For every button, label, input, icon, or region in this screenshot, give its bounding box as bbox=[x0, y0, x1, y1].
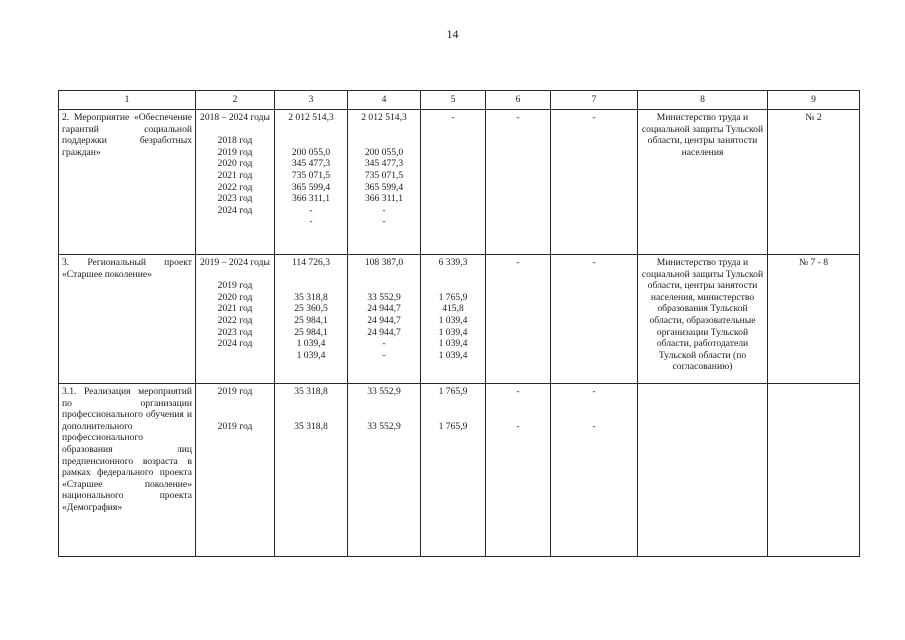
col3-value: 1 039,4 bbox=[296, 338, 326, 350]
year-label: 2020 год bbox=[217, 158, 253, 170]
col3-value: 25 360,5 bbox=[294, 303, 328, 315]
year-label: 2020 год bbox=[217, 291, 253, 303]
page-number: 14 bbox=[446, 27, 459, 41]
col3-value: 25 984,1 bbox=[294, 326, 328, 338]
header-col-3: 3 bbox=[275, 91, 348, 110]
col3-value: 200 055,0 bbox=[291, 146, 331, 158]
col4-value: 365 599,4 bbox=[364, 181, 404, 193]
header-col-2: 2 bbox=[196, 91, 275, 110]
ref-cell: № 2 bbox=[768, 110, 860, 255]
col7-cell bbox=[551, 384, 638, 557]
table-row bbox=[59, 255, 860, 384]
col4-value: 33 552,9 bbox=[367, 386, 401, 397]
year-label: 2024 год bbox=[217, 338, 253, 350]
col3-value: 366 311,1 bbox=[291, 193, 331, 205]
executor-cell: Министерство труда и социальной защиты Тульской области, центры занятости населения, министерство образования Тульской области, образовательные организации Тульской области, работодатели Тульской области (по согласованию) bbox=[638, 255, 768, 384]
col4-value: 33 552,9 bbox=[367, 420, 401, 432]
executor-cell bbox=[638, 384, 768, 557]
year-label: 2019 год bbox=[217, 386, 253, 397]
year-label: 2024 год bbox=[217, 204, 253, 216]
col4-value: - bbox=[382, 216, 386, 228]
col5-value: 1 765,9 bbox=[438, 386, 468, 397]
col4-total: 108 387,0 bbox=[364, 257, 404, 268]
header-col-7: 7 bbox=[551, 91, 638, 110]
col3-value: 25 984,1 bbox=[294, 314, 328, 326]
measure-name: 3. Региональный проект «Старшее поколение» bbox=[59, 255, 196, 384]
col4-value: 366 311,1 bbox=[364, 193, 404, 205]
col3-value: 35 318,8 bbox=[294, 386, 328, 397]
year-label: 2023 год bbox=[217, 326, 253, 338]
table-row bbox=[59, 384, 860, 557]
col5-value: 1 765,9 bbox=[438, 420, 468, 432]
year-label: 2021 год bbox=[217, 303, 253, 315]
header-row bbox=[59, 91, 860, 110]
col3-cell bbox=[275, 110, 348, 255]
col4-cell bbox=[348, 384, 421, 557]
col3-value: 735 071,5 bbox=[291, 169, 331, 181]
col6-value: - bbox=[516, 420, 520, 432]
col4-value: 24 944,7 bbox=[367, 303, 401, 315]
year-label: 2018 год bbox=[217, 135, 253, 147]
period-cell bbox=[196, 110, 275, 255]
col3-value: 365 599,4 bbox=[291, 181, 331, 193]
ref-cell bbox=[768, 384, 860, 557]
col5-cell bbox=[421, 384, 486, 557]
col3-value: 345 477,3 bbox=[291, 158, 331, 170]
header-col-4: 4 bbox=[348, 91, 421, 110]
period-total: 2018 – 2024 годы bbox=[200, 112, 270, 123]
col5-value: 1 039,4 bbox=[438, 314, 468, 326]
year-label: 2019 год bbox=[217, 280, 253, 292]
col6-value: - bbox=[516, 386, 520, 397]
header-col-6: 6 bbox=[486, 91, 551, 110]
header-col-5: 5 bbox=[421, 91, 486, 110]
col4-value: 24 944,7 bbox=[367, 314, 401, 326]
period-cell bbox=[196, 255, 275, 384]
col3-total: 2 012 514,3 bbox=[288, 112, 334, 123]
col4-value: 735 071,5 bbox=[364, 169, 404, 181]
col5-cell: - bbox=[421, 110, 486, 255]
col4-value: - bbox=[382, 349, 386, 361]
period-total: 2019 – 2024 годы bbox=[200, 257, 270, 268]
year-label: 2023 год bbox=[217, 193, 253, 205]
col4-value: - bbox=[382, 338, 386, 350]
col4-cell bbox=[348, 255, 421, 384]
col5-value: 415,8 bbox=[442, 303, 464, 315]
col5-value: 1 765,9 bbox=[438, 291, 468, 303]
col3-cell bbox=[275, 255, 348, 384]
col4-value: - bbox=[382, 204, 386, 216]
col4-value: 33 552,9 bbox=[367, 291, 401, 303]
measure-name: 3.1. Реализация мероприятий по организации профессионального обучения и дополнительного профессионального образования лиц предпенсионного возраста в рамках федерального проекта «Старшее поколение» национального проекта «Демография» bbox=[59, 384, 196, 557]
col3-value: 1 039,4 bbox=[296, 349, 326, 361]
col5-value: 1 039,4 bbox=[438, 338, 468, 350]
col5-value: 1 039,4 bbox=[438, 349, 468, 361]
header-col-8: 8 bbox=[638, 91, 768, 110]
col7-value: - bbox=[592, 386, 596, 397]
header-col-9: 9 bbox=[768, 91, 860, 110]
ref-cell: № 7 - 8 bbox=[768, 255, 860, 384]
col6-cell bbox=[486, 384, 551, 557]
executor-cell: Министерство труда и социальной защиты Тульской области, центры занятости населения bbox=[638, 110, 768, 255]
col3-value: 35 318,8 bbox=[294, 420, 328, 432]
col5-cell bbox=[421, 255, 486, 384]
col7-cell: - bbox=[551, 110, 638, 255]
table-row bbox=[59, 110, 860, 255]
period-cell bbox=[196, 384, 275, 557]
col3-total: 114 726,3 bbox=[291, 257, 331, 268]
col5-value: 1 039,4 bbox=[438, 326, 468, 338]
year-label: 2019 год bbox=[217, 146, 253, 158]
measure-name: 2. Мероприятие «Обеспечение гарантий социальной поддержки безработных граждан» bbox=[59, 110, 196, 255]
col4-value: 24 944,7 bbox=[367, 326, 401, 338]
col3-value: - bbox=[309, 216, 313, 228]
col4-value: 200 055,0 bbox=[364, 146, 404, 158]
col3-value: 35 318,8 bbox=[294, 291, 328, 303]
col7-cell: - bbox=[551, 255, 638, 384]
col7-value: - bbox=[592, 420, 596, 432]
year-label: 2019 год bbox=[217, 420, 253, 432]
col6-cell: - bbox=[486, 255, 551, 384]
col5-total: 6 339,3 bbox=[438, 257, 468, 268]
year-label: 2022 год bbox=[217, 314, 253, 326]
year-label: 2022 год bbox=[217, 181, 253, 193]
col6-cell: - bbox=[486, 110, 551, 255]
col3-cell bbox=[275, 384, 348, 557]
program-table bbox=[58, 90, 860, 557]
col4-cell bbox=[348, 110, 421, 255]
year-label: 2021 год bbox=[217, 169, 253, 181]
col4-value: 345 477,3 bbox=[364, 158, 404, 170]
col4-total: 2 012 514,3 bbox=[361, 112, 407, 123]
header-col-1: 1 bbox=[59, 91, 196, 110]
col3-value: - bbox=[309, 204, 313, 216]
